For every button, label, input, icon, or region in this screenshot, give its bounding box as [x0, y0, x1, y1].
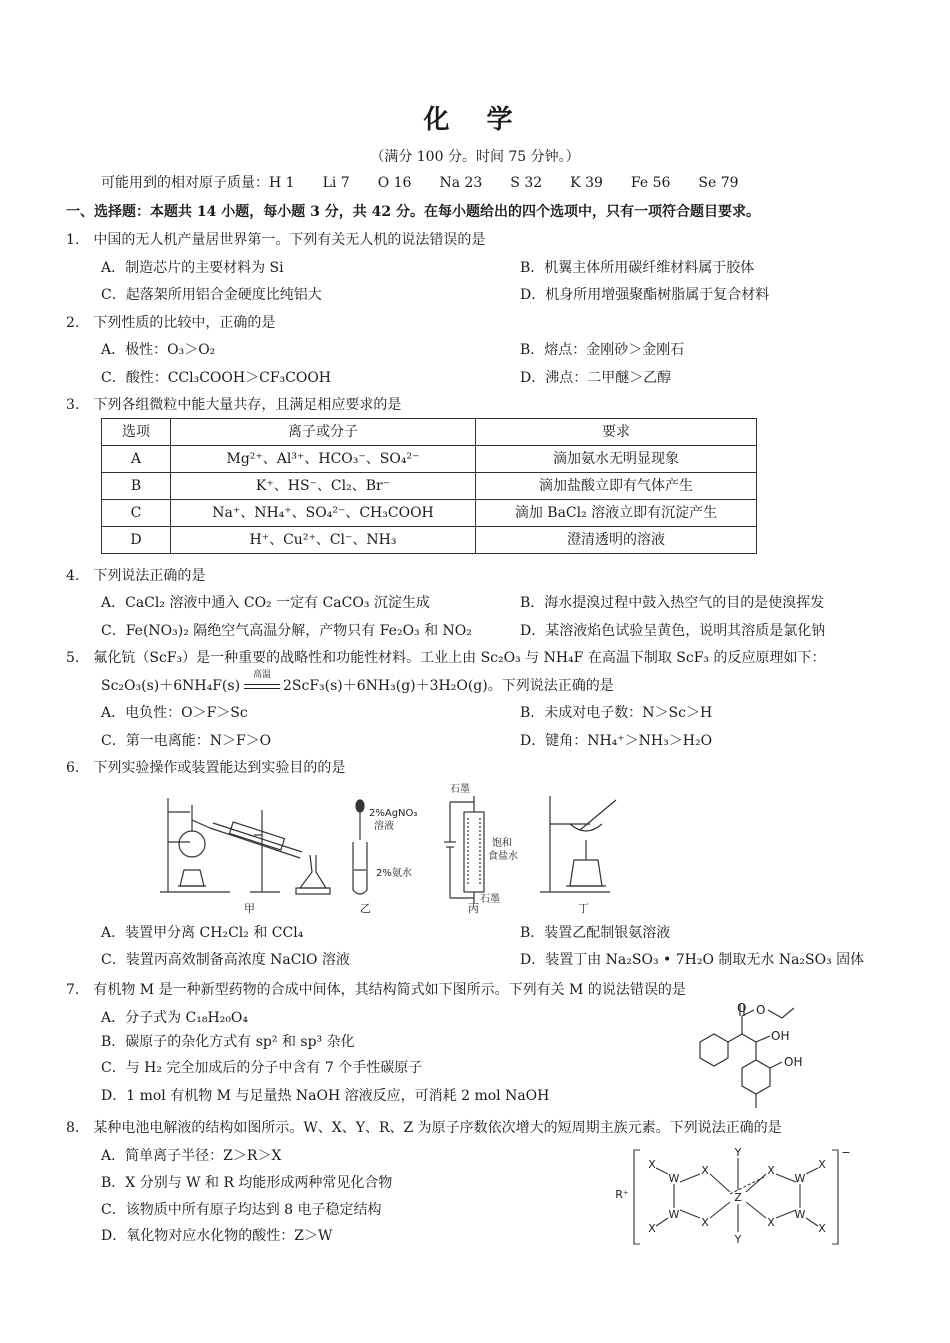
atom-x-2: X	[701, 1216, 709, 1229]
q8-option-d: D．氧化物对应水化物的酸性：Z＞W	[101, 1228, 333, 1244]
q5-stem: 5. 氟化钪（ScF₃）是一种重要的战略性和功能性材料。工业上由 Sc₂O₃ 与 NH₄F 在高温下制取 ScF₃ 的反应原理如下：	[66, 650, 826, 666]
q5-equation-right: 2ScF₃(s)＋6NH₃(g)＋3H₂O(g)。下列说法正确的是	[283, 678, 614, 694]
table-cell: C	[102, 500, 171, 527]
table-row	[102, 527, 757, 554]
q8-option-a: A．简单离子半径：Z＞R＞X	[101, 1148, 282, 1164]
atom-x-8: X	[818, 1222, 826, 1235]
table-cell: 滴加氨水无明显现象	[476, 446, 757, 473]
q7-option-a: A．分子式为 C₁₈H₂₀O₄	[101, 1010, 249, 1026]
atom-x-5: X	[648, 1158, 656, 1171]
table-row	[102, 500, 757, 527]
q1-option-c: C．起落架所用铝合金硬度比纯铝大	[101, 287, 322, 303]
table-cell: D	[102, 527, 171, 554]
q2-stem: 2. 下列性质的比较中，正确的是	[66, 315, 276, 331]
figure-label-jia: 甲	[244, 902, 255, 915]
atom-w-1: W	[668, 1172, 680, 1185]
q2-option-d: D．沸点：二甲醚＞乙醇	[520, 370, 672, 386]
figure-label-ding: 丁	[578, 902, 589, 915]
table-cell: A	[102, 446, 171, 473]
q6-option-d: D．装置丁由 Na₂SO₃ • 7H₂O 制取无水 Na₂SO₃ 固体	[520, 952, 865, 968]
test-tube-apparatus	[353, 800, 367, 894]
hydroxyl-label-2: OH	[784, 1055, 803, 1069]
table-header: 要求	[476, 419, 757, 446]
q8-option-b: B．X 分别与 W 和 R 均能形成两种常见化合物	[101, 1175, 393, 1191]
ester-oxygen-label: O	[756, 1003, 766, 1017]
q1-option-d: D．机身所用增强聚酯树脂属于复合材料	[520, 287, 770, 303]
q4-option-d: D．某溶液焰色试验呈黄色，说明其溶质是氯化钠	[520, 623, 826, 639]
distillation-apparatus	[160, 798, 330, 894]
q6-apparatus-figure	[150, 780, 630, 920]
q7-option-b: B．碳原子的杂化方式有 sp² 和 sp³ 杂化	[101, 1034, 355, 1050]
atom-x-4: X	[767, 1216, 775, 1229]
q6-option-b: B．装置乙配制银氨溶液	[520, 925, 671, 941]
table-header: 选项	[102, 419, 171, 446]
q4-option-b: B．海水提溴过程中鼓入热空气的目的是使溴挥发	[520, 595, 825, 611]
atom-w-2: W	[668, 1208, 680, 1221]
table-cell: 滴加 BaCl₂ 溶液立即有沉淀产生	[476, 500, 757, 527]
q7-option-d: D．1 mol 有机物 M 与足量热 NaOH 溶液反应，可消耗 2 mol NaOH	[101, 1088, 550, 1104]
table-row	[102, 446, 757, 473]
q4-option-c: C．Fe(NO₃)₂ 隔绝空气高温分解，产物只有 Fe₂O₃ 和 NO₂	[101, 623, 472, 639]
page-title: 化 学	[423, 105, 527, 135]
q4-stem: 4. 下列说法正确的是	[66, 568, 206, 584]
table-cell: B	[102, 473, 171, 500]
atom-x-7: X	[818, 1158, 826, 1171]
table-cell: 滴加盐酸立即有气体产生	[476, 473, 757, 500]
q5-option-c: C．第一电离能：N＞F＞O	[101, 733, 272, 749]
axial-atom-top: Y	[734, 1146, 742, 1159]
q7-option-c: C．与 H₂ 完全加成后的分子中含有 7 个手性碳原子	[101, 1060, 423, 1076]
q2-option-a: A．极性：O₃＞O₂	[101, 342, 216, 358]
evaporation-apparatus	[540, 796, 616, 892]
axial-atom-bottom: Y	[734, 1233, 742, 1246]
q7-stem: 7. 有机物 M 是一种新型药物的合成中间体，其结构简式如下图所示。下列有关 M 的说法错误的是	[66, 982, 686, 998]
graphite-top-label: 石墨	[450, 784, 470, 795]
figure-label-yi: 乙	[360, 902, 371, 915]
ammonia-label: 2%氨水	[376, 868, 412, 879]
atom-w-3: W	[794, 1172, 806, 1185]
electrolysis-apparatus	[444, 796, 484, 904]
q8-structure-figure	[610, 1146, 860, 1250]
section-heading: 一、选择题：本题共 14 小题，每小题 3 分，共 42 分。在每小题给出的四个选项中，只有一项符合题目要求。	[66, 204, 760, 220]
graphite-bottom-label: 石墨	[480, 894, 500, 905]
q5-option-b: B．未成对电子数：N＞Sc＞H	[520, 705, 713, 721]
solution-label: 溶液	[374, 821, 394, 832]
brine-label-1: 饱和	[492, 838, 512, 849]
q5-equation-arrow-bottom	[244, 688, 280, 689]
q2-option-b: B．熔点：金刚砂＞金刚石	[520, 342, 685, 358]
table-cell: Mg²⁺、Al³⁺、HCO₃⁻、SO₄²⁻	[171, 446, 476, 473]
atomic-masses: 可能用到的相对原子质量：H 1 Li 7 O 16 Na 23 S 32 K 39 Fe 56 Se 79	[101, 175, 739, 191]
table-cell: H⁺、Cu²⁺、Cl⁻、NH₃	[171, 527, 476, 554]
q5-equation-condition: 高温	[252, 670, 271, 680]
q1-option-b: B．机翼主体所用碳纤维材料属于胶体	[520, 260, 755, 276]
agno3-label: 2%AgNO₃	[369, 808, 418, 819]
atom-x-3: X	[767, 1164, 775, 1177]
page-subtitle: （满分 100 分。时间 75 分钟。）	[370, 149, 580, 165]
central-atom-label: Z	[734, 1191, 742, 1204]
table-cell: 澄清透明的溶液	[476, 527, 757, 554]
carbonyl-oxygen-label: O	[737, 1002, 747, 1015]
q6-option-a: A．装置甲分离 CH₂Cl₂ 和 CCl₄	[101, 925, 304, 941]
atom-w-4: W	[794, 1208, 806, 1221]
q3-table	[101, 418, 757, 554]
q8-stem: 8. 某种电池电解液的结构如图所示。W、X、Y、R、Z 为原子序数依次增大的短周期主族元素。下列说法正确的是	[66, 1120, 782, 1136]
q1-stem: 1. 中国的无人机产量居世界第一。下列有关无人机的说法错误的是	[66, 232, 486, 248]
table-cell: K⁺、HS⁻、Cl₂、Br⁻	[171, 473, 476, 500]
q2-option-c: C．酸性：CCl₃COOH＞CF₃COOH	[101, 370, 332, 386]
q7-structure-figure	[690, 1002, 840, 1120]
table-header-row	[102, 419, 757, 446]
q5-equation-left: Sc₂O₃(s)＋6NH₄F(s)	[101, 678, 241, 694]
q6-option-c: C．装置丙高效制备高浓度 NaClO 溶液	[101, 952, 350, 968]
figure-label-bing: 丙	[468, 902, 479, 915]
hydroxyl-label-1: OH	[771, 1029, 790, 1043]
table-header: 离子或分子	[171, 419, 476, 446]
q5-equation-arrow-top	[244, 684, 280, 685]
q5-option-a: A．电负性：O＞F＞Sc	[101, 705, 248, 721]
q6-stem: 6. 下列实验操作或装置能达到实验目的的是	[66, 760, 346, 776]
atom-x-1: X	[701, 1164, 709, 1177]
atom-x-6: X	[648, 1222, 656, 1235]
q3-stem: 3. 下列各组微粒中能大量共存，且满足相应要求的是	[66, 397, 402, 413]
q4-option-a: A．CaCl₂ 溶液中通入 CO₂ 一定有 CaCO₃ 沉淀生成	[101, 595, 430, 611]
q5-option-d: D．键角：NH₄⁺＞NH₃＞H₂O	[520, 733, 713, 749]
table-cell: Na⁺、NH₄⁺、SO₄²⁻、CH₃COOH	[171, 500, 476, 527]
q1-option-a: A．制造芯片的主要材料为 Si	[101, 260, 284, 276]
cation-label: R⁺	[615, 1188, 629, 1201]
q8-option-c: C．该物质中所有原子均达到 8 电子稳定结构	[101, 1202, 382, 1218]
anion-charge: −	[841, 1146, 851, 1159]
brine-label-2: 食盐水	[488, 851, 518, 862]
table-row	[102, 473, 757, 500]
